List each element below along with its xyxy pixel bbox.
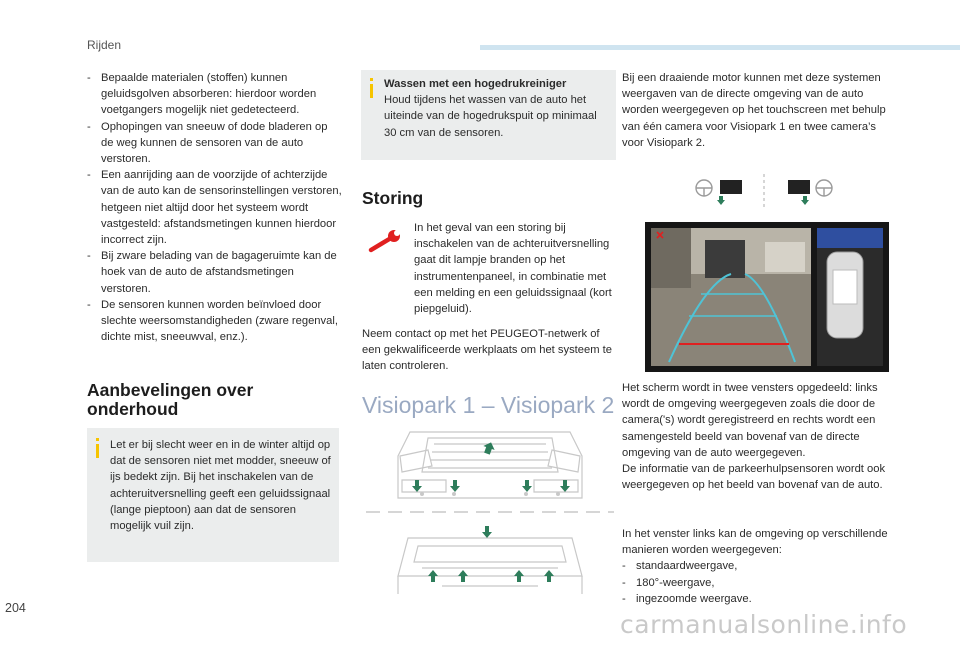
page-number: 204 [5,601,26,615]
camera-position-icons [684,172,844,212]
camera-screen-image [645,222,889,372]
contact-text: Neem contact op met het PEUGEOT-netwerk of een gekwalificeerde werkplaats om het systeem te laten controleren. [362,328,612,373]
wash-title: Wassen met een hogedrukreiniger [384,78,567,90]
wash-info-box [361,70,616,160]
visiopark-heading: Visiopark 1 – Visiopark 2 [362,392,615,418]
info-icon-bar [96,444,99,458]
maintenance-heading: Aanbevelingen over onderhoud [87,380,254,419]
list-item: - Een aanrijding aan de voorzijde of achterzijde van de auto kan de sensorinstellingen verstoren, hetgeen niet altijd door het systeem wordt vastgesteld: afstandsmetingen kunnen hierdoor incorrect zijn. [87,169,342,247]
maintenance-info-box [87,428,339,562]
list-item: - ingezoomde weergave. [622,592,752,605]
info-icon [96,438,99,441]
views-intro: In het venster links kan de omgeving op verschillende manieren worden weergegeven: [622,528,888,557]
fault-text: In het geval van een storing bij inschakelen van de achteruitversnelling gaat dit lampje branden op het instrumentenpaneel, in combinatie met een melding en een geluidssignaal (kort piepgeluid). [414,222,612,316]
section-label: Rijden [87,38,122,52]
list-item: - standaardweergave, [622,560,738,573]
watermark: carmanualsonline.info [620,610,908,639]
sensor-location-illustration [362,426,618,598]
list-item: - Bepaalde materialen (stoffen) kunnen geluidsgolven absorberen: hierdoor worden voetgangers mogelijk niet gedetecteerd. [87,72,317,117]
wash-text: Houd tijdens het wassen van de auto het uiteinde van de hogedrukspuit op minimaal 30 cm van de sensoren. [384,94,597,139]
limitations-list [87,70,342,345]
list-item: - De sensoren kunnen worden beïnvloed door slechte weersomstandigheden (zware regenval, dichte mist, sneeuwval, enz.). [87,298,338,344]
list-item: - Bij zware belading van de bagageruimte kan de hoek van de auto de afstandsmetingen verstoren. [87,250,337,295]
split-screen-text: Het scherm wordt in twee vensters opgedeeld: links wordt de omgeving weergegeven zoals die door de camera('s) wordt geregistreerd en rechts wordt een samengesteld beeld van bovenaf van de directe omgeving van de auto weergegeven. De informatie van de parkeerhulpsensoren wordt ook weergegeven op het beeld van bovenaf van de auto. [622,380,894,493]
info-icon [370,78,373,81]
list-item: - Ophopingen van sneeuw of dode bladeren op de weg kunnen de sensoren van de auto verstoren. [87,120,328,166]
list-item: - 180°-weergave, [622,576,715,589]
wrench-warning-icon [367,228,407,256]
views-section [622,526,894,607]
fault-heading: Storing [362,188,424,208]
section-header-bar [480,45,960,50]
info-icon-bar [370,84,373,98]
sensor-info-text: De informatie van de parkeerhulpsensoren wordt ook weergegeven op het beeld van bovenaf van de auto. [622,463,886,492]
visiopark-intro: Bij een draaiende motor kunnen met deze systemen weergaven van de directe omgeving van de auto worden weergegeven op het touchscreen met behulp van één camera voor Visiopark 1 en twee camera’s voor Visiopark 2. [622,72,886,149]
maintenance-info-text: Let er bij slecht weer en in de winter altijd op dat de sensoren niet met modder, sneeuw of ijs bedekt zijn. Bij het inschakelen van de achteruitversnelling geeft een geluidssignaal (lange pieptoon) aan dat de sensoren mogelijk vuil zijn. [110,439,331,533]
